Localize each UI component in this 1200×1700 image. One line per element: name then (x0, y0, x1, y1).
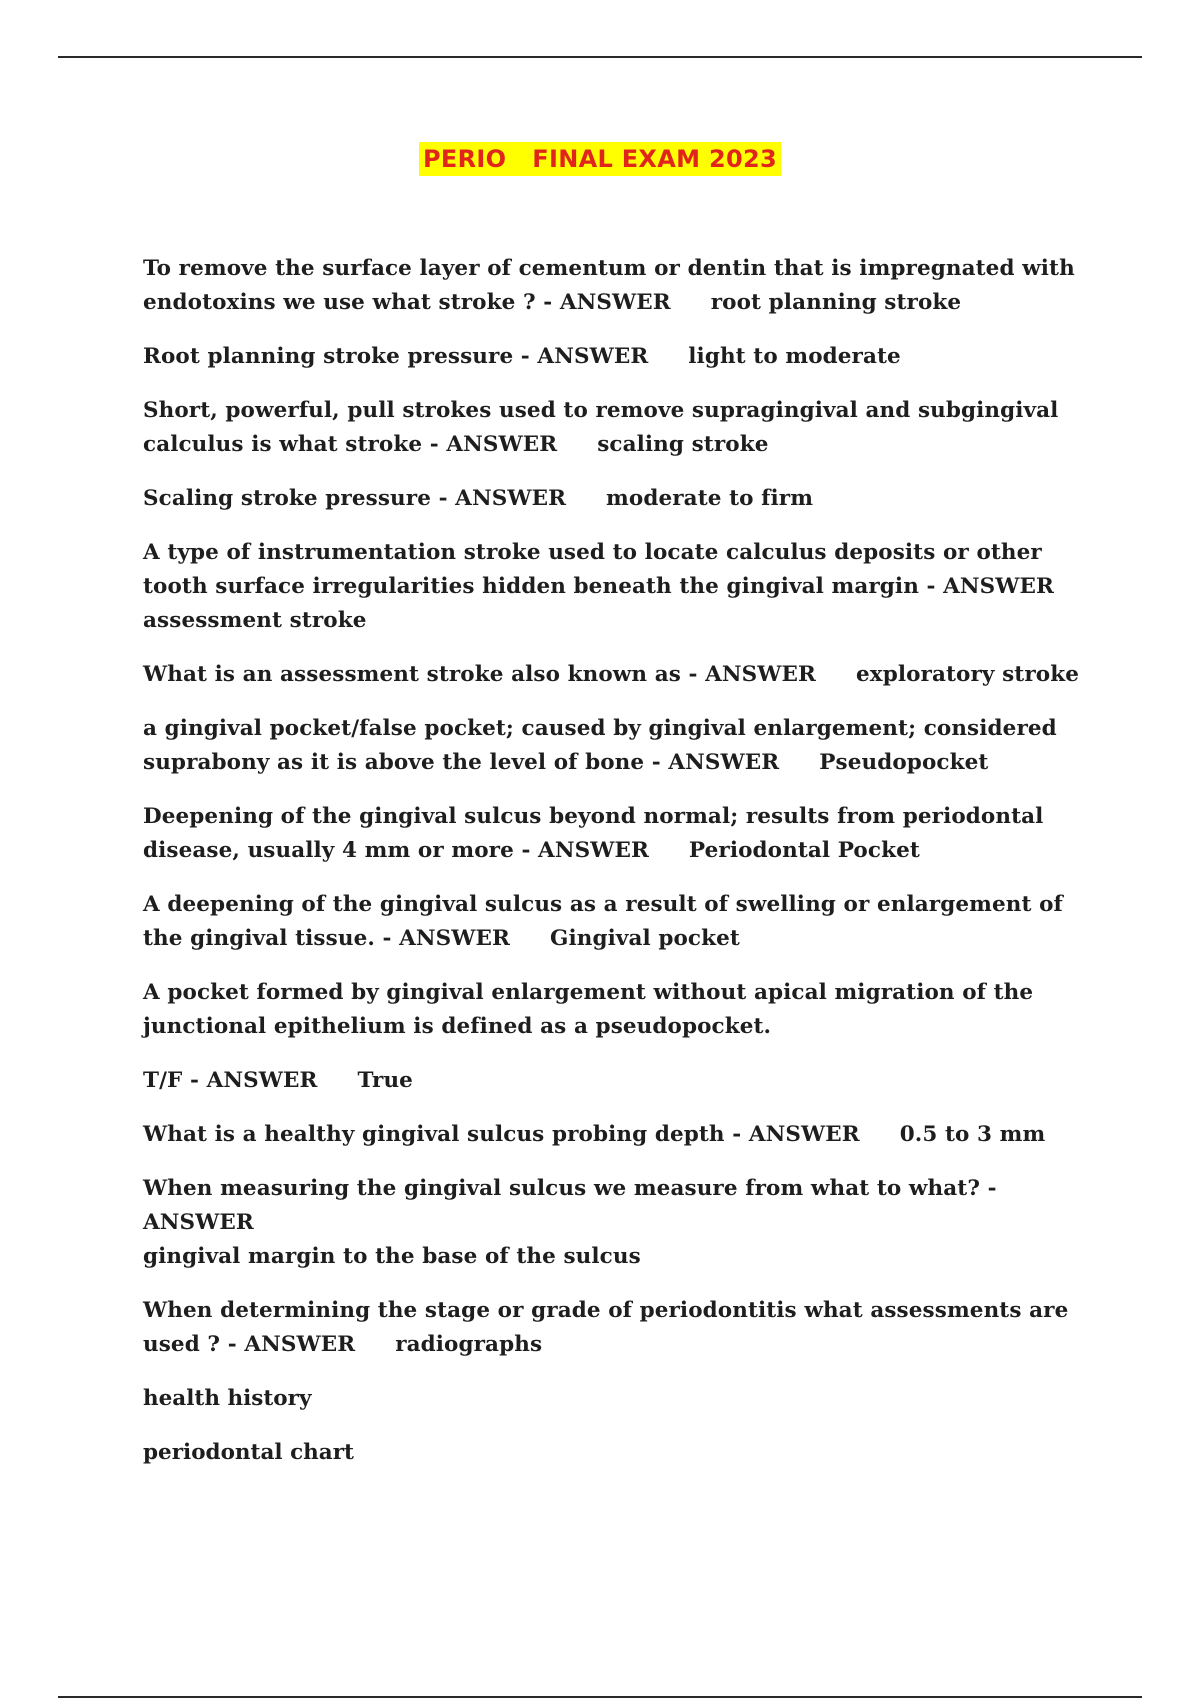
list-item: health history (143, 1386, 312, 1411)
qa-item (143, 976, 1103, 1044)
answer-text: exploratory stroke (856, 662, 1079, 687)
document-body (143, 252, 1103, 1490)
question-text: When determining the stage or grade of periodontitis what assessments are used ? - ANSWER (143, 1298, 1069, 1357)
answer-text: Gingival pocket (550, 926, 740, 951)
qa-item (143, 482, 1103, 516)
qa-item (143, 1118, 1103, 1152)
answer-text: radiographs (395, 1332, 543, 1357)
question-text: T/F - ANSWER (143, 1068, 318, 1093)
qa-item (143, 1172, 1103, 1274)
answer-text: scaling stroke (597, 432, 769, 457)
question-text: What is a healthy gingival sulcus probing depth - ANSWER (143, 1122, 860, 1147)
qa-item (143, 1294, 1103, 1362)
question-text: To remove the surface layer of cementum or dentin that is impregnated with endotoxins we use what stroke ? - ANSWER (143, 256, 1075, 315)
answer-text: moderate to firm (606, 486, 814, 511)
answer-text: light to moderate (688, 344, 901, 369)
qa-item (143, 800, 1103, 868)
qa-item (143, 340, 1103, 374)
qa-item (143, 658, 1103, 692)
qa-item (143, 252, 1103, 320)
qa-item (143, 888, 1103, 956)
qa-item (143, 1064, 1103, 1098)
question-text: Short, powerful, pull strokes used to remove supragingival and subgingival calculus is what stroke - ANSWER (143, 398, 1059, 457)
question-text: A type of instrumentation stroke used to locate calculus deposits or other tooth surface irregularities hidden beneath the gingival margin - ANSWER (143, 540, 1054, 599)
title-container (0, 142, 1200, 176)
answer-text: assessment stroke (143, 608, 367, 633)
answer-text: root planning stroke (710, 290, 962, 315)
answer-text: Pseudopocket (819, 750, 989, 775)
answer-text: True (357, 1068, 413, 1093)
question-text: Root planning stroke pressure - ANSWER (143, 344, 649, 369)
answer-text: 0.5 to 3 mm (899, 1122, 1046, 1147)
bottom-rule (58, 1696, 1142, 1698)
question-text: a gingival pocket/false pocket; caused by gingival enlargement; considered suprabony as it is above the level of bone - ANSWER (143, 716, 1057, 775)
question-text: A deepening of the gingival sulcus as a result of swelling or enlargement of the gingival tissue. - ANSWER (143, 892, 1063, 951)
answer-text: gingival margin to the base of the sulcus (143, 1244, 641, 1269)
qa-item (143, 536, 1103, 638)
top-rule (58, 56, 1142, 58)
question-text: When measuring the gingival sulcus we measure from what to what? - ANSWER (143, 1176, 997, 1235)
question-text: What is an assessment stroke also known as - ANSWER (143, 662, 817, 687)
answer-text: Periodontal Pocket (688, 838, 920, 863)
question-text: Deepening of the gingival sulcus beyond normal; results from periodontal disease, usually 4 mm or more - ANSWER (143, 804, 1044, 863)
qa-item (143, 712, 1103, 780)
list-item: periodontal chart (143, 1440, 354, 1465)
question-text: Scaling stroke pressure - ANSWER (143, 486, 567, 511)
question-text: A pocket formed by gingival enlargement without apical migration of the junctional epithelium is defined as a pseudopocket. (143, 980, 1034, 1039)
qa-item (143, 394, 1103, 462)
page-title: PERIO FINAL EXAM 2023 (419, 142, 781, 176)
